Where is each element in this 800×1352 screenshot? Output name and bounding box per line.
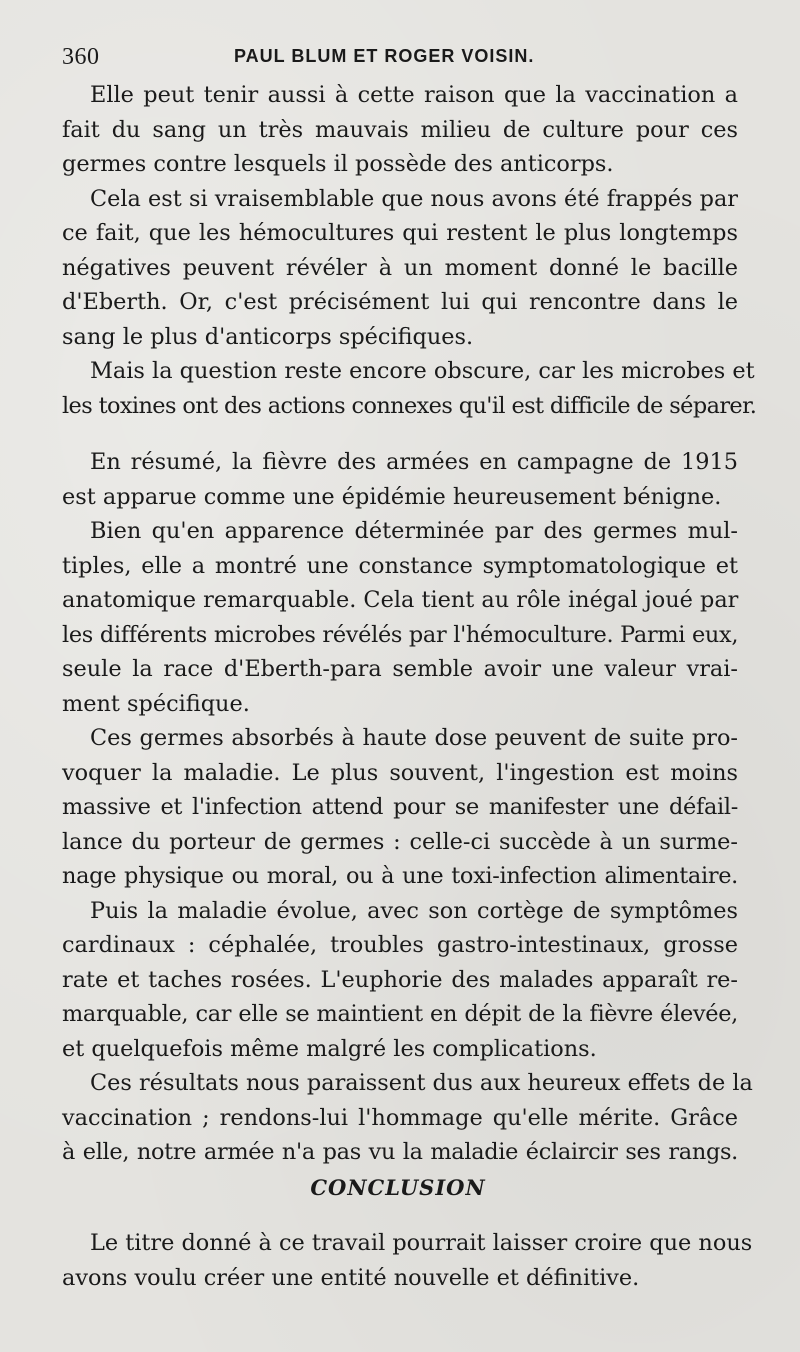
running-head: PAUL BLUM ET ROGER VOISIN. [234,46,535,66]
text-line: est apparue comme une épidémie heureusement bénigne. [62,483,722,510]
text-line: fait du sang un très mauvais milieu de culture pour ces [62,116,738,143]
page-header [62,42,742,72]
text-line: Puis la maladie évolue, avec son cortège de symptômes [90,897,738,924]
text-line: Mais la question reste encore obscure, car les microbes et [90,358,755,384]
text-line: ment spécifique. [62,690,250,717]
text-line: Le titre donné à ce travail pourrait laisser croire que nous [90,1230,753,1256]
text-block-conclusion [62,1226,753,1295]
text-line: seule la race d'Eberth-para semble avoir une valeur vrai- [62,656,738,682]
text-line: En résumé, la fièvre des armées en campagne de 1915 [90,449,738,475]
text-line: sang le plus d'anticorps spécifiques. [62,323,474,350]
text-line: les toxines ont des actions connexes qu'il est difficile de séparer. [62,392,757,419]
text-block-vaccination [62,78,757,423]
text-line: négatives peuvent révéler à un moment donné le bacille [62,254,738,281]
text-line: anatomique remarquable. Cela tient au rôle inégal joué par [62,587,739,613]
text-line: Ces résultats nous paraissent dus aux heureux effets de la [90,1070,753,1096]
text-line: nage physique ou moral, ou à une toxi-infection alimentaire. [62,863,738,889]
section-heading-text: CONCLUSION [310,1175,486,1200]
text-line: germes contre lesquels il possède des anticorps. [62,151,614,177]
page-number: 360 [62,44,100,70]
text-line: d'Eberth. Or, c'est précisément lui qui rencontre dans le [62,289,738,315]
text-line: voquer la maladie. Le plus souvent, l'ingestion est moins [62,759,738,786]
text-line: marquable, car elle se maintient en dépit de la fièvre élevée, [62,1001,738,1027]
text-line: les différents microbes révélés par l'hémoculture. Parmi eux, [62,621,739,648]
text-line: ce fait, que les hémocultures qui restent le plus longtemps [62,220,738,246]
text-line: Elle peut tenir aussi à cette raison que la vaccination a [90,82,738,108]
section-heading [0,1175,800,1200]
text-line: lance du porteur de germes : celle-ci succède à un surme- [62,828,738,855]
text-line: à elle, notre armée n'a pas vu la maladie éclaircir ses rangs. [62,1139,738,1165]
text-line: vaccination ; rendons-lui l'hommage qu'elle mérite. Grâce [62,1104,738,1131]
text-block-resume [62,445,753,1170]
text-line: Ces germes absorbés à haute dose peuvent de suite pro- [90,725,738,751]
text-line: avons voulu créer une entité nouvelle et définitive. [62,1264,640,1291]
text-line: Cela est si vraisemblable que nous avons été frappés par [90,185,738,212]
text-line: et quelquefois même malgré les complications. [62,1035,597,1062]
text-line: tiples, elle a montré une constance symptomatologique et [62,552,738,579]
text-line: massive et l'infection attend pour se manifester une défail- [62,794,738,820]
text-line: rate et taches rosées. L'euphorie des malades apparaît re- [62,966,738,993]
text-line: Bien qu'en apparence déterminée par des germes mul- [90,518,738,544]
text-line: cardinaux : céphalée, troubles gastro-intestinaux, grosse [62,932,738,958]
